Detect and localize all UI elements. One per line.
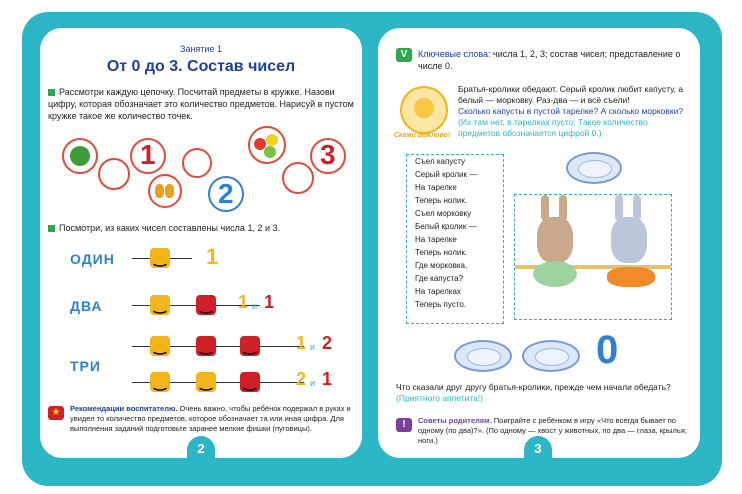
yellow-square-face [150,336,170,356]
page-number-right: 3 [524,436,552,458]
rabbit-ear-icon [541,195,549,221]
poem-line: Белый кролик — [415,222,477,231]
smile-icon: ‿ [154,338,166,354]
part-d: 1 [322,369,333,389]
poem-line: Серый кролик — [415,170,478,179]
keywords-label: Ключевые слова: [418,49,491,59]
recommendation [70,404,354,434]
and-label: и [310,378,316,388]
tips-label: Советы родителям. [418,416,492,425]
page-number-left: 2 [187,436,215,458]
recommendation-label: Рекомендации воспитателю. [70,404,178,413]
poem-line: Съел морковку [415,209,472,218]
empty-circle [182,148,212,178]
tips-text: Поиграйте с ребёнком в игру «Что всегда бывает по одному (по два)?». (По одному — хвост у животных, по два — глаза, крылья, ноги.) [418,416,687,445]
yellow-square-face [150,248,170,268]
cabbage-icon [533,261,577,287]
yellow-square-face [150,372,170,392]
apple-icon [266,134,278,146]
empty-plate [522,340,580,372]
poem-line: Где морковка, [415,261,468,270]
rabbit-ear-icon [559,195,567,221]
apple-icon [264,146,276,158]
exclamation-icon: ! [396,418,412,432]
red-square-face [240,372,260,392]
smile-icon: ‿ [200,338,212,354]
digit-1: 1 [140,139,156,170]
carrots-icon [607,267,655,287]
smile-icon: ‿ [244,338,256,354]
smile-icon: ‿ [154,250,166,266]
red-square-face [196,295,216,315]
fruit-circle [62,138,98,174]
smile-icon: ‿ [244,374,256,390]
part-a: 1 [238,292,249,312]
sun-badge-icon [400,86,448,134]
result-one: 1 [206,244,219,269]
part-a: 1 [296,333,307,353]
smiling-sun-icon [414,98,434,118]
smile-icon: ‿ [200,297,212,313]
task-1-text: Рассмотри каждую цепочку. Посчитай предметы в кружке. Назови цифру, которая обозначает это количество предметов. Нарисуй в пустом кружке такое же количество точек. [48,87,354,121]
rabbit-ear-icon [633,195,641,221]
task-1 [48,86,354,122]
lesson-label: Занятие 1 [180,44,222,54]
and-label: и [310,342,316,352]
yellow-square-face [150,295,170,315]
fruit-circle [248,126,286,164]
keywords [418,48,688,72]
pineapple-icon [165,184,174,198]
keywords-text: числа 1, 2, 3; состав чисел; представление о числе 0. [418,49,681,71]
bullet-icon [48,89,55,96]
poem-line: Съел капусту [415,157,465,166]
parent-tips [418,416,692,446]
story-text-1: Братья-кролики обедают. Серый кролик любит капусту, а белый — морковку. Раз-два — и всё съели! [458,84,683,105]
part-b: 2 [322,333,333,353]
task-2 [48,222,354,234]
zero-digit: 0 [596,328,619,372]
star-icon: ★ [48,406,64,420]
fruit-circle [148,174,182,208]
question-text: Что сказали друг другу братья-кролики, прежде чем начали обедать? [396,382,671,392]
left-page [40,28,362,458]
poem-box [406,154,504,324]
check-icon: V [396,48,412,62]
watermelon-icon [70,146,90,166]
rabbit-ear-icon [615,195,623,221]
digit-2: 2 [218,178,234,209]
poem-line: На тарелке [415,183,457,192]
story-text-3: (Их там нет, в тарелках пусто. Такое количество предметов обозначается цифрой 0.) [458,117,648,138]
word-two: ДВА [70,298,103,314]
digit-circle [130,138,166,174]
rabbits-illustration [514,194,672,320]
word-one: ОДИН [70,251,115,267]
and-label: и [252,301,258,311]
empty-plate [454,340,512,372]
part-c: 2 [296,369,307,389]
smile-icon: ‿ [200,374,212,390]
empty-circle [282,162,314,194]
right-page [378,28,700,458]
digit-circle [310,138,346,174]
pineapple-icon [155,184,164,198]
digit-3: 3 [320,139,336,170]
page-title: От 0 до 3. Состав чисел [106,58,296,75]
empty-plate [566,152,622,184]
poem-line: Теперь пусто. [415,300,466,309]
smile-icon: ‿ [154,374,166,390]
brown-rabbit-icon [537,217,573,263]
red-square-face [196,336,216,356]
recommendation-text: Очень важно, чтобы ребёнок подержал в руках и увидел то количество предметов, которое обозначает та или иная цифра. Для выполнения заданий подготовьте заранее мелкие фишки (пуговицы). [70,404,351,433]
yellow-square-face [196,372,216,392]
bullet-icon [48,225,55,232]
poem-line: На тарелках [415,287,461,296]
story-text-2: Сколько капусты в пустой тарелке? А сколько морковки? [458,106,684,116]
word-three: ТРИ [70,358,101,374]
poem-line: На тарелке [415,235,457,244]
red-square-face [240,336,260,356]
part-b: 1 [264,292,275,312]
poem-line: Теперь нолик. [415,248,468,257]
smile-icon: ‿ [154,297,166,313]
empty-circle [98,158,130,190]
digit-circle [208,176,244,212]
grey-rabbit-icon [611,217,647,263]
story [458,84,692,139]
poem-line: Теперь нолик. [415,196,468,205]
badge-label: Скажи вежливо! [393,132,451,139]
poem-line: Где капуста? [415,274,463,283]
task-2-text: Посмотри, из каких чисел составлены числа 1, 2 и 3. [59,223,280,233]
question [396,382,692,404]
answer-text: (Приятного аппетита!) [396,393,484,403]
